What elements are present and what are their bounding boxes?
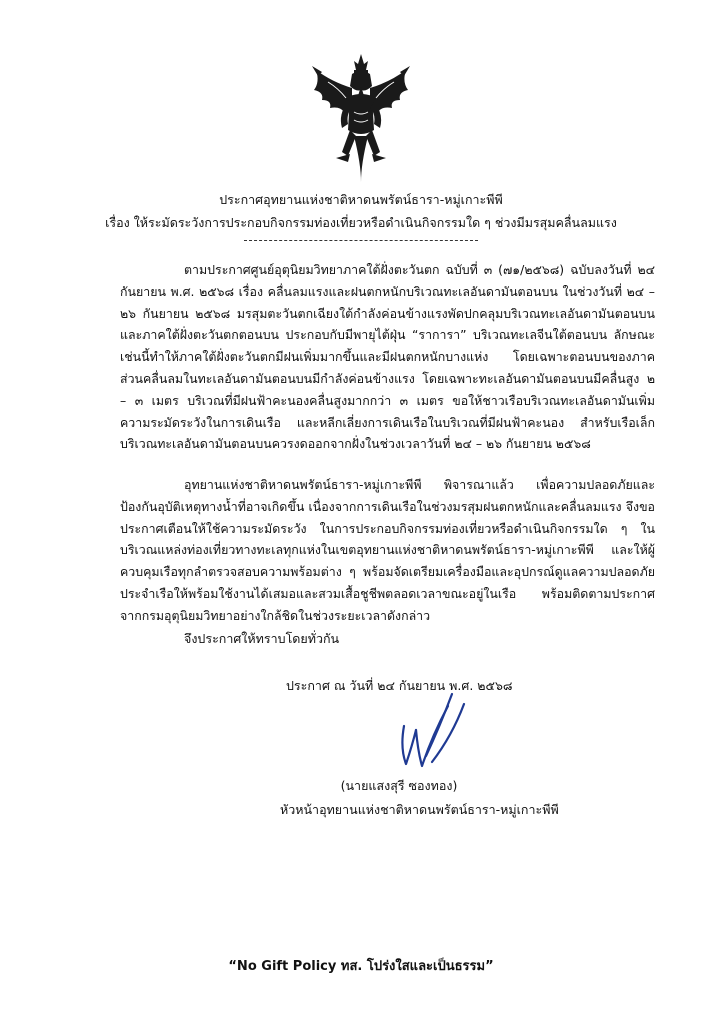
document-title: ประกาศอุทยานแห่งชาติหาดนพรัตน์ธารา-หมู่เกาะพีพี bbox=[219, 192, 503, 207]
body-paragraph-2: อุทยานแห่งชาติหาดนพรัตน์ธารา-หมู่เกาะพีพี พิจารณาแล้ว เพื่อความปลอดภัยและป้องกันอุบัติเหตุทางน้ำที่อาจเกิดขึ้น เนื่องจากการเดินเรือในช่วงมรสุมฝนตกหนักและคลื่นลมแรง จึงขอประกาศเตือนให้ใช้ความระมัดระวัง ในการประกอบกิจกรรมท่องเที่ยวหรือดำเนินกิจกรรมใด ๆ ในบริเวณแหล่งท่องเที่ยวทางทะเลทุกแห่งในเขตอุทยานแห่งชาติหาดนพรัตน์ธารา-หมู่เกาะพีพี และให้ผู้ควบคุมเรือทุกลำตรวจสอบความพร้อมต่าง ๆ พร้อมจัดเตรียมเครื่องมือและอุปกรณ์ดูแลความปลอดภัยประจำเรือให้พร้อมใช้งานได้เสมอและสวมเสื้อชูชีพตลอดเวลาขณะอยู่ในเรือ พร้อมติดตามประกาศจากกรมอุตุนิยมวิทยาอย่างใกล้ชิดในช่วงระยะเวลาดังกล่าว bbox=[120, 477, 655, 623]
signer-name: (นายแสงสุรี ซองทอง) bbox=[340, 778, 458, 793]
document-subject: เรื่อง ให้ระมัดระวังการประกอบกิจกรรมท่องเที่ยวหรือดำเนินกิจกรรมใด ๆ ช่วงมีมรสุมคลื่นลมแรง bbox=[105, 215, 617, 230]
title-divider bbox=[244, 240, 478, 241]
garuda-emblem-icon bbox=[308, 52, 414, 188]
signature-image bbox=[392, 686, 502, 770]
date-line: ประกาศ ณ วันที่ ๒๔ กันยายน พ.ศ. ๒๕๖๘ bbox=[286, 678, 513, 693]
signer-title: หัวหน้าอุทยานแห่งชาติหาดนพรัตน์ธารา-หมู่เกาะพีพี bbox=[280, 802, 559, 817]
closing-line: จึงประกาศให้ทราบโดยทั่วกัน bbox=[184, 631, 340, 646]
footer-slogan: “No Gift Policy ทส. โปร่งใสและเป็นธรรม” bbox=[228, 959, 494, 974]
body-paragraph-1: ตามประกาศศูนย์อุตุนิยมวิทยาภาคใต้ฝั่งตะวันตก ฉบับที่ ๓ (๗๑/๒๕๖๘) ฉบับลงวันที่ ๒๔ กันยายน พ.ศ. ๒๕๖๘ เรื่อง คลื่นลมแรงและฝนตกหนักบริเวณทะเลอันดามันตอนบน ในช่วงวันที่ ๒๔ – ๒๖ กันยายน ๒๕๖๘ มรสุมตะวันตกเฉียงใต้กำลังค่อนข้างแรงพัดปกคลุมบริเวณทะเลอันดามันตอนบนและภาคใต้ฝั่งตะวันตกตอนบน ประกอบกับมีพายุไต้ฝุ่น “ราการา” บริเวณทะเลจีนใต้ตอนบน ลักษณะเช่นนี้ทำให้ภาคใต้ฝั่งตะวันตกมีฝนเพิ่มมากขึ้นและมีฝนตกหนักบางแห่ง โดยเฉพาะตอนบนของภาค ส่วนคลื่นลมในทะเลอันดามันตอนบนมีกำลังค่อนข้างแรง โดยเฉพาะทะเลอันดามันตอนบนมีคลื่นสูง ๒ – ๓ เมตร บริเวณที่มีฝนฟ้าคะนองคลื่นสูงมากกว่า ๓ เมตร ขอให้ชาวเรือบริเวณทะเลอันดามันเพิ่มความระมัดระวังในการเดินเรือ และหลีกเลี่ยงการเดินเรือในบริเวณที่มีฝนฟ้าคะนอง สำหรับเรือเล็กบริเวณทะเลอันดามันตอนบนควรงดออกจากฝั่งในช่วงเวลาวันที่ ๒๔ – ๒๖ กันยายน ๒๕๖๘ bbox=[120, 262, 655, 452]
